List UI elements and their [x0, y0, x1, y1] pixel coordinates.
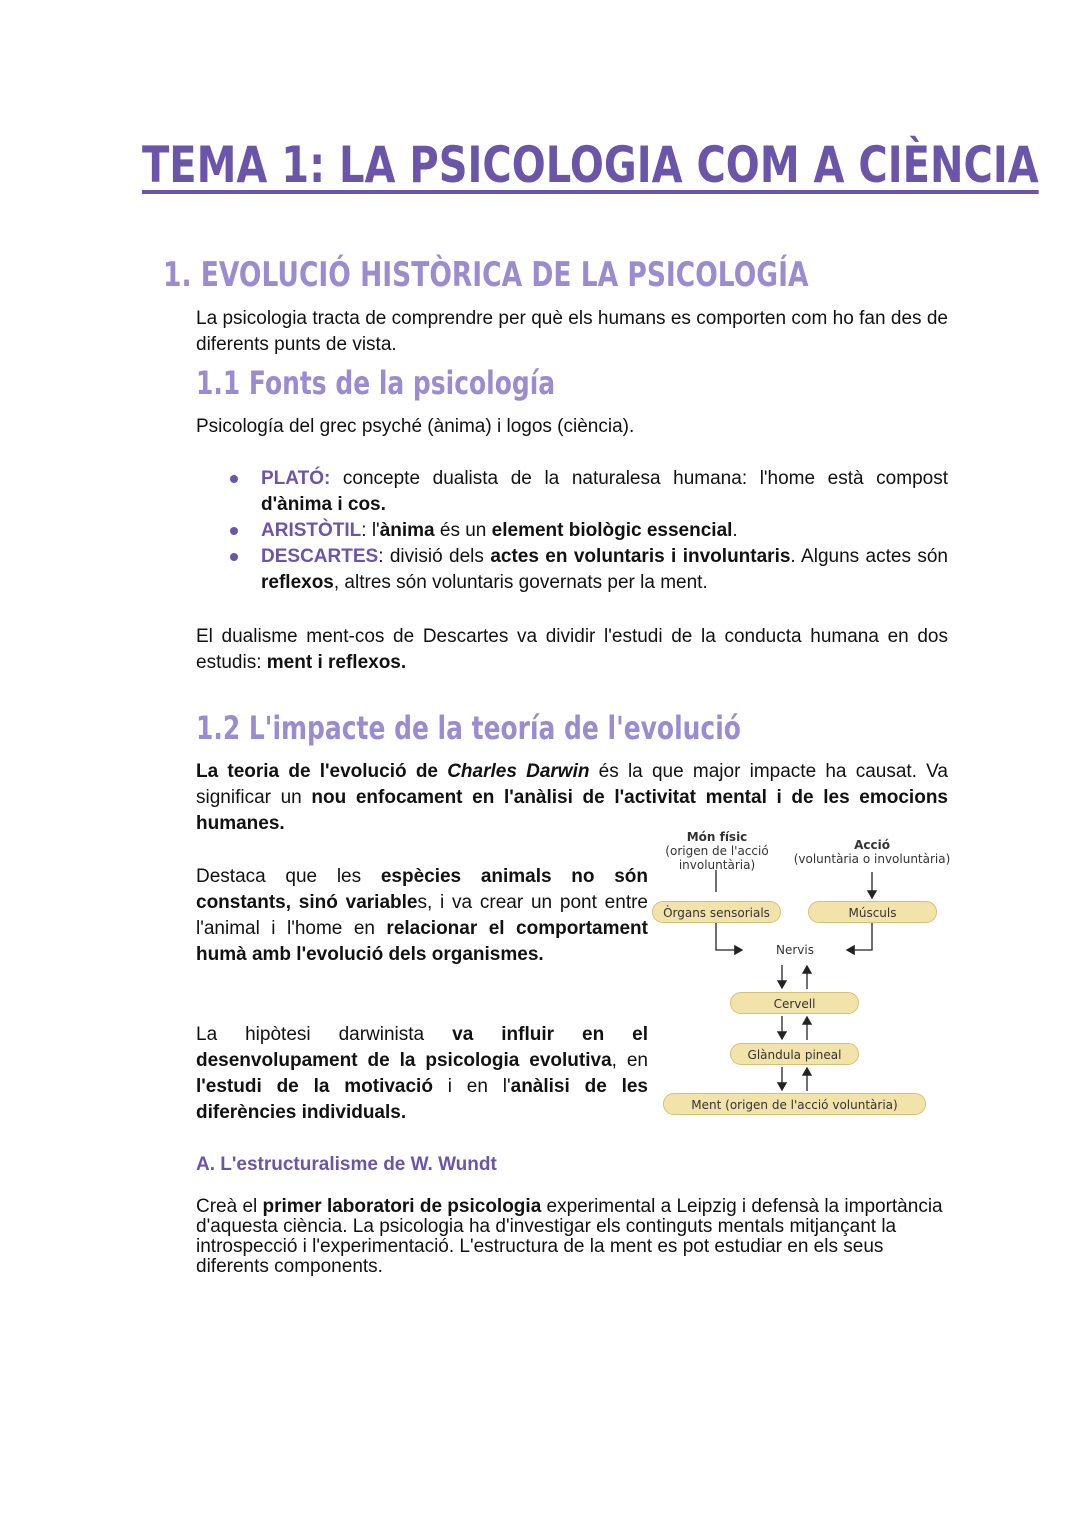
bullet-text: : l' [361, 520, 380, 541]
paragraph-bold: ment i reflexos. [266, 652, 407, 673]
arrow-line [847, 923, 872, 950]
accio-title: Acció [854, 838, 890, 852]
muscles-node: Músculs [808, 901, 937, 923]
accio-sub: (voluntària o involuntària) [793, 852, 951, 866]
paragraph-text: és la que major impacte ha causat. Va significar un [196, 761, 948, 808]
philosophers-list [196, 466, 948, 596]
paragraph-text: experimental a Leipzig i defensà la importància d'aquesta ciència. La psicologia ha d'investigar els continguts mentals mitjançant la introspecció i l'experimentació. L'estructura de la ment es pot estudiar en els seus diferents components. [196, 1196, 943, 1277]
bullet-bold: d'ànima i cos. [261, 494, 386, 515]
bullet-bold: actes en voluntaris i involuntaris [490, 546, 791, 567]
hypothesis-paragraph [196, 1022, 648, 1126]
section-1-1-intro: Psicología del grec psyché (ànima) i logos (ciència). [196, 416, 635, 437]
wundt-paragraph [196, 1197, 948, 1277]
descartes-diagram [645, 822, 955, 1122]
paragraph-text: i en l' [432, 1076, 511, 1097]
bullet-name: DESCARTES [261, 546, 379, 567]
bullet-text: , altres són voluntaris governats per la ment. [333, 572, 708, 593]
bullet-text: . [732, 520, 738, 541]
bullet-name: ARISTÒTIL [261, 520, 362, 541]
bullet-icon [230, 475, 238, 483]
glandula-node: Glàndula pineal [730, 1043, 859, 1065]
list-item [196, 544, 948, 596]
paragraph-bold: l'estudi de la motivació [196, 1076, 433, 1097]
paragraph-text: La hipòtesi darwinista [196, 1024, 453, 1045]
mon-fisic-title: Món físic [686, 830, 748, 844]
paragraph-bold: nou enfocament en l'anàlisi de l'activitat mental i de les emocions humanes. [196, 787, 948, 834]
paragraph-text: El dualisme ment-cos de Descartes va dividir l'estudi de la conducta humana en dos estudis: [196, 626, 948, 673]
cervell-node: Cervell [730, 992, 859, 1014]
bullet-text: . Alguns actes són [790, 546, 948, 567]
dualism-paragraph [196, 624, 948, 676]
paragraph-bold: La teoria de l'evolució de [196, 761, 448, 782]
bullet-bold: reflexos [261, 572, 334, 593]
bullet-icon [230, 527, 238, 535]
paragraph-text: , en [611, 1050, 648, 1071]
paragraph-bold: espècies animals no són constants, sinó variable [196, 866, 648, 913]
bullet-name: PLATÓ: [261, 468, 331, 489]
section-1-heading: 1. EVOLUCIÓ HISTÒRICA DE LA PSICOLOGÍA [163, 255, 809, 295]
paragraph-bold: relacionar el comportament humà amb l'evolució dels organismes. [196, 918, 648, 965]
bullet-bold: element biològic essencial [491, 520, 733, 541]
bullet-text: concepte dualista de la naturalesa humana: l'home està compost [330, 468, 948, 489]
bullet-icon [230, 553, 238, 561]
paragraph-text: Creà el [196, 1196, 263, 1217]
accio-label [791, 838, 953, 866]
mon-fisic-label [661, 830, 773, 872]
section-1-1-heading: 1.1 Fonts de la psicología [196, 364, 556, 402]
paragraph-bold: primer laboratori de psicologia [262, 1196, 542, 1217]
section-1-2-heading: 1.2 L'impacte de la teoría de l'evolució [196, 709, 741, 747]
ment-node: Ment (origen de l'acció voluntària) [663, 1093, 926, 1115]
paragraph-text: Destaca que les [196, 866, 381, 887]
paragraph-bold-italic: Charles Darwin [447, 761, 590, 782]
section-a-heading: A. L'estructuralisme de W. Wundt [196, 1154, 497, 1175]
paragraph-bold: va influir en el desenvolupament de la psicologia evolutiva [196, 1024, 649, 1071]
nervis-label: Nervis [776, 943, 814, 957]
species-paragraph [196, 864, 648, 968]
paragraph-text: s, i va crear un pont entre l'animal i l'home en [196, 892, 648, 939]
bullet-text: : divisió dels [378, 546, 491, 567]
list-item [196, 466, 948, 518]
section-1-intro: La psicologia tracta de comprendre per què els humans es comporten com ho fan des de diferents punts de vista. [196, 308, 948, 355]
organs-node: Òrgans sensorials [652, 901, 781, 923]
page-title: TEMA 1: LA PSICOLOGIA COM A CIÈNCIA [142, 136, 1039, 194]
bullet-bold: ànima [379, 520, 435, 541]
mon-fisic-sub2: involuntària) [678, 858, 756, 872]
paragraph-bold: anàlisi de les diferències individuals. [196, 1076, 649, 1123]
mon-fisic-sub1: (origen de l'acció [665, 844, 769, 858]
bullet-text: és un [434, 520, 492, 541]
list-item [196, 518, 948, 544]
arrow-line [716, 923, 742, 950]
